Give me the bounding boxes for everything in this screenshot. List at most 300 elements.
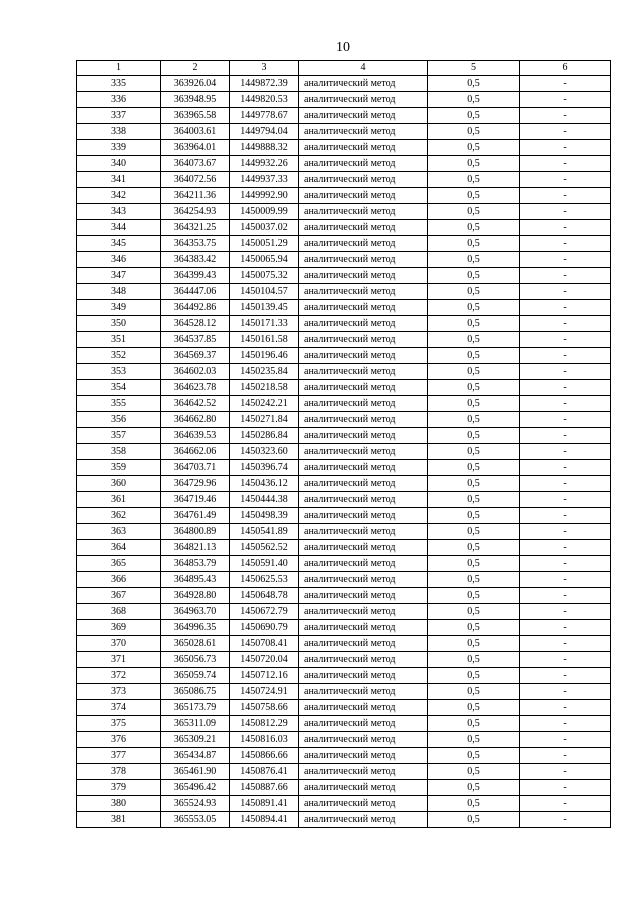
method-cell: аналитический метод [299,396,428,412]
point-number-cell: 372 [77,668,161,684]
y-coordinate-cell: 1450816.03 [230,732,299,748]
method-cell: аналитический метод [299,300,428,316]
point-number-cell: 355 [77,396,161,412]
table-row [77,364,611,380]
method-cell: аналитический метод [299,476,428,492]
note-cell: - [520,508,611,524]
method-cell: аналитический метод [299,428,428,444]
x-coordinate-cell: 364399.43 [161,268,230,284]
y-coordinate-cell: 1450171.33 [230,316,299,332]
accuracy-cell: 0,5 [428,76,520,92]
x-coordinate-cell: 364963.70 [161,604,230,620]
y-coordinate-cell: 1450541.89 [230,524,299,540]
point-number-cell: 379 [77,780,161,796]
method-cell: аналитический метод [299,732,428,748]
y-coordinate-cell: 1450037.02 [230,220,299,236]
accuracy-cell: 0,5 [428,604,520,620]
note-cell: - [520,76,611,92]
x-coordinate-cell: 364537.85 [161,332,230,348]
y-coordinate-cell: 1450672.79 [230,604,299,620]
method-cell: аналитический метод [299,652,428,668]
method-cell: аналитический метод [299,252,428,268]
method-cell: аналитический метод [299,412,428,428]
table-row [77,172,611,188]
accuracy-cell: 0,5 [428,140,520,156]
method-cell: аналитический метод [299,108,428,124]
column-header-5: 5 [428,61,520,76]
accuracy-cell: 0,5 [428,732,520,748]
point-number-cell: 377 [77,748,161,764]
accuracy-cell: 0,5 [428,476,520,492]
point-number-cell: 367 [77,588,161,604]
accuracy-cell: 0,5 [428,364,520,380]
table-row [77,236,611,252]
accuracy-cell: 0,5 [428,108,520,124]
y-coordinate-cell: 1450139.45 [230,300,299,316]
point-number-cell: 354 [77,380,161,396]
point-number-cell: 342 [77,188,161,204]
column-header-3: 3 [230,61,299,76]
accuracy-cell: 0,5 [428,188,520,204]
accuracy-cell: 0,5 [428,460,520,476]
y-coordinate-cell: 1450444.38 [230,492,299,508]
method-cell: аналитический метод [299,716,428,732]
method-cell: аналитический метод [299,572,428,588]
accuracy-cell: 0,5 [428,252,520,268]
y-coordinate-cell: 1450876.41 [230,764,299,780]
note-cell: - [520,588,611,604]
accuracy-cell: 0,5 [428,220,520,236]
accuracy-cell: 0,5 [428,636,520,652]
y-coordinate-cell: 1450891.41 [230,796,299,812]
accuracy-cell: 0,5 [428,172,520,188]
accuracy-cell: 0,5 [428,300,520,316]
table-row [77,716,611,732]
point-number-cell: 347 [77,268,161,284]
note-cell: - [520,332,611,348]
x-coordinate-cell: 363926.04 [161,76,230,92]
point-number-cell: 362 [77,508,161,524]
note-cell: - [520,92,611,108]
method-cell: аналитический метод [299,812,428,828]
table-row [77,620,611,636]
y-coordinate-cell: 1450161.58 [230,332,299,348]
method-cell: аналитический метод [299,556,428,572]
x-coordinate-cell: 364800.89 [161,524,230,540]
note-cell: - [520,364,611,380]
x-coordinate-cell: 363948.95 [161,92,230,108]
method-cell: аналитический метод [299,492,428,508]
y-coordinate-cell: 1449932.26 [230,156,299,172]
table-row [77,332,611,348]
table-row [77,684,611,700]
accuracy-cell: 0,5 [428,556,520,572]
note-cell: - [520,300,611,316]
note-cell: - [520,172,611,188]
y-coordinate-cell: 1450625.53 [230,572,299,588]
point-number-cell: 366 [77,572,161,588]
point-number-cell: 349 [77,300,161,316]
x-coordinate-cell: 365056.73 [161,652,230,668]
table-row [77,396,611,412]
point-number-cell: 340 [77,156,161,172]
x-coordinate-cell: 365461.90 [161,764,230,780]
note-cell: - [520,780,611,796]
table-row [77,540,611,556]
point-number-cell: 376 [77,732,161,748]
note-cell: - [520,796,611,812]
point-number-cell: 370 [77,636,161,652]
table-row [77,604,611,620]
accuracy-cell: 0,5 [428,620,520,636]
point-number-cell: 335 [77,76,161,92]
method-cell: аналитический метод [299,380,428,396]
accuracy-cell: 0,5 [428,124,520,140]
accuracy-cell: 0,5 [428,284,520,300]
y-coordinate-cell: 1450724.91 [230,684,299,700]
x-coordinate-cell: 365311.09 [161,716,230,732]
x-coordinate-cell: 363964.01 [161,140,230,156]
method-cell: аналитический метод [299,460,428,476]
method-cell: аналитический метод [299,604,428,620]
point-number-cell: 357 [77,428,161,444]
table-row [77,124,611,140]
note-cell: - [520,268,611,284]
table-row [77,300,611,316]
note-cell: - [520,460,611,476]
accuracy-cell: 0,5 [428,572,520,588]
accuracy-cell: 0,5 [428,764,520,780]
x-coordinate-cell: 364719.46 [161,492,230,508]
point-number-cell: 358 [77,444,161,460]
table-row [77,252,611,268]
accuracy-cell: 0,5 [428,668,520,684]
accuracy-cell: 0,5 [428,92,520,108]
table-row [77,188,611,204]
y-coordinate-cell: 1449937.33 [230,172,299,188]
x-coordinate-cell: 365059.74 [161,668,230,684]
accuracy-cell: 0,5 [428,492,520,508]
point-number-cell: 373 [77,684,161,700]
table-row [77,492,611,508]
accuracy-cell: 0,5 [428,380,520,396]
y-coordinate-cell: 1450648.78 [230,588,299,604]
method-cell: аналитический метод [299,348,428,364]
y-coordinate-cell: 1450812.29 [230,716,299,732]
note-cell: - [520,220,611,236]
x-coordinate-cell: 364853.79 [161,556,230,572]
table-row [77,780,611,796]
note-cell: - [520,748,611,764]
accuracy-cell: 0,5 [428,684,520,700]
table-row [77,556,611,572]
y-coordinate-cell: 1449992.90 [230,188,299,204]
method-cell: аналитический метод [299,204,428,220]
x-coordinate-cell: 364623.78 [161,380,230,396]
accuracy-cell: 0,5 [428,524,520,540]
note-cell: - [520,652,611,668]
table-row [77,380,611,396]
y-coordinate-cell: 1450051.29 [230,236,299,252]
x-coordinate-cell: 364895.43 [161,572,230,588]
x-coordinate-cell: 364639.53 [161,428,230,444]
y-coordinate-cell: 1450396.74 [230,460,299,476]
table-row [77,748,611,764]
accuracy-cell: 0,5 [428,332,520,348]
column-header-2: 2 [161,61,230,76]
method-cell: аналитический метод [299,524,428,540]
x-coordinate-cell: 364072.56 [161,172,230,188]
table-row [77,636,611,652]
x-coordinate-cell: 364321.25 [161,220,230,236]
x-coordinate-cell: 365524.93 [161,796,230,812]
note-cell: - [520,396,611,412]
table-row [77,76,611,92]
x-coordinate-cell: 364662.06 [161,444,230,460]
note-cell: - [520,700,611,716]
note-cell: - [520,156,611,172]
accuracy-cell: 0,5 [428,508,520,524]
x-coordinate-cell: 364703.71 [161,460,230,476]
note-cell: - [520,316,611,332]
method-cell: аналитический метод [299,172,428,188]
method-cell: аналитический метод [299,316,428,332]
point-number-cell: 360 [77,476,161,492]
x-coordinate-cell: 364662.80 [161,412,230,428]
method-cell: аналитический метод [299,684,428,700]
note-cell: - [520,428,611,444]
x-coordinate-cell: 364003.61 [161,124,230,140]
y-coordinate-cell: 1450562.52 [230,540,299,556]
table-row [77,796,611,812]
x-coordinate-cell: 365553.05 [161,812,230,828]
coordinates-table [76,60,611,828]
table-row [77,92,611,108]
accuracy-cell: 0,5 [428,316,520,332]
method-cell: аналитический метод [299,364,428,380]
y-coordinate-cell: 1450075.32 [230,268,299,284]
method-cell: аналитический метод [299,444,428,460]
accuracy-cell: 0,5 [428,428,520,444]
accuracy-cell: 0,5 [428,204,520,220]
table-row [77,668,611,684]
point-number-cell: 375 [77,716,161,732]
page-number: 10 [336,40,350,55]
note-cell: - [520,348,611,364]
y-coordinate-cell: 1450894.41 [230,812,299,828]
note-cell: - [520,412,611,428]
method-cell: аналитический метод [299,620,428,636]
method-cell: аналитический метод [299,764,428,780]
y-coordinate-cell: 1450235.84 [230,364,299,380]
table-row [77,268,611,284]
table-row [77,524,611,540]
accuracy-cell: 0,5 [428,748,520,764]
accuracy-cell: 0,5 [428,796,520,812]
accuracy-cell: 0,5 [428,780,520,796]
point-number-cell: 380 [77,796,161,812]
point-number-cell: 369 [77,620,161,636]
y-coordinate-cell: 1449888.32 [230,140,299,156]
method-cell: аналитический метод [299,588,428,604]
y-coordinate-cell: 1450104.57 [230,284,299,300]
point-number-cell: 336 [77,92,161,108]
x-coordinate-cell: 364996.35 [161,620,230,636]
note-cell: - [520,812,611,828]
point-number-cell: 344 [77,220,161,236]
y-coordinate-cell: 1449794.04 [230,124,299,140]
table-row [77,764,611,780]
accuracy-cell: 0,5 [428,412,520,428]
x-coordinate-cell: 364073.67 [161,156,230,172]
x-coordinate-cell: 365434.87 [161,748,230,764]
point-number-cell: 368 [77,604,161,620]
point-number-cell: 374 [77,700,161,716]
column-header-4: 4 [299,61,428,76]
note-cell: - [520,236,611,252]
accuracy-cell: 0,5 [428,268,520,284]
accuracy-cell: 0,5 [428,396,520,412]
point-number-cell: 381 [77,812,161,828]
x-coordinate-cell: 364821.13 [161,540,230,556]
accuracy-cell: 0,5 [428,348,520,364]
point-number-cell: 337 [77,108,161,124]
x-coordinate-cell: 364383.42 [161,252,230,268]
y-coordinate-cell: 1450498.39 [230,508,299,524]
x-coordinate-cell: 365028.61 [161,636,230,652]
note-cell: - [520,556,611,572]
method-cell: аналитический метод [299,748,428,764]
table-header-row [77,61,611,76]
point-number-cell: 339 [77,140,161,156]
note-cell: - [520,252,611,268]
note-cell: - [520,188,611,204]
x-coordinate-cell: 364353.75 [161,236,230,252]
y-coordinate-cell: 1450866.66 [230,748,299,764]
method-cell: аналитический метод [299,188,428,204]
x-coordinate-cell: 364254.93 [161,204,230,220]
point-number-cell: 378 [77,764,161,780]
note-cell: - [520,540,611,556]
note-cell: - [520,716,611,732]
x-coordinate-cell: 363965.58 [161,108,230,124]
table-row [77,572,611,588]
note-cell: - [520,572,611,588]
table-row [77,140,611,156]
note-cell: - [520,620,611,636]
y-coordinate-cell: 1450712.16 [230,668,299,684]
method-cell: аналитический метод [299,76,428,92]
note-cell: - [520,492,611,508]
point-number-cell: 350 [77,316,161,332]
method-cell: аналитический метод [299,156,428,172]
y-coordinate-cell: 1450436.12 [230,476,299,492]
y-coordinate-cell: 1450720.04 [230,652,299,668]
method-cell: аналитический метод [299,332,428,348]
method-cell: аналитический метод [299,636,428,652]
point-number-cell: 353 [77,364,161,380]
point-number-cell: 338 [77,124,161,140]
table-row [77,348,611,364]
point-number-cell: 348 [77,284,161,300]
y-coordinate-cell: 1449820.53 [230,92,299,108]
x-coordinate-cell: 365496.42 [161,780,230,796]
note-cell: - [520,140,611,156]
point-number-cell: 343 [77,204,161,220]
note-cell: - [520,524,611,540]
x-coordinate-cell: 365086.75 [161,684,230,700]
x-coordinate-cell: 364928.80 [161,588,230,604]
y-coordinate-cell: 1450758.66 [230,700,299,716]
x-coordinate-cell: 364602.03 [161,364,230,380]
accuracy-cell: 0,5 [428,812,520,828]
method-cell: аналитический метод [299,236,428,252]
y-coordinate-cell: 1450009.99 [230,204,299,220]
method-cell: аналитический метод [299,540,428,556]
point-number-cell: 359 [77,460,161,476]
method-cell: аналитический метод [299,124,428,140]
x-coordinate-cell: 364761.49 [161,508,230,524]
x-coordinate-cell: 364447.06 [161,284,230,300]
note-cell: - [520,284,611,300]
point-number-cell: 341 [77,172,161,188]
x-coordinate-cell: 364528.12 [161,316,230,332]
note-cell: - [520,636,611,652]
table-row [77,316,611,332]
x-coordinate-cell: 364211.36 [161,188,230,204]
point-number-cell: 351 [77,332,161,348]
table-row [77,444,611,460]
column-header-6: 6 [520,61,611,76]
y-coordinate-cell: 1450242.21 [230,396,299,412]
y-coordinate-cell: 1449778.67 [230,108,299,124]
note-cell: - [520,668,611,684]
note-cell: - [520,732,611,748]
method-cell: аналитический метод [299,220,428,236]
method-cell: аналитический метод [299,140,428,156]
column-header-1: 1 [77,61,161,76]
y-coordinate-cell: 1450218.58 [230,380,299,396]
y-coordinate-cell: 1450591.40 [230,556,299,572]
x-coordinate-cell: 364569.37 [161,348,230,364]
y-coordinate-cell: 1450708.41 [230,636,299,652]
table-row [77,476,611,492]
y-coordinate-cell: 1450286.84 [230,428,299,444]
method-cell: аналитический метод [299,92,428,108]
table-row [77,156,611,172]
note-cell: - [520,444,611,460]
y-coordinate-cell: 1450887.66 [230,780,299,796]
note-cell: - [520,604,611,620]
y-coordinate-cell: 1450323.60 [230,444,299,460]
accuracy-cell: 0,5 [428,156,520,172]
note-cell: - [520,476,611,492]
x-coordinate-cell: 364492.86 [161,300,230,316]
point-number-cell: 365 [77,556,161,572]
note-cell: - [520,764,611,780]
table-row [77,700,611,716]
method-cell: аналитический метод [299,284,428,300]
x-coordinate-cell: 365309.21 [161,732,230,748]
table-row [77,812,611,828]
note-cell: - [520,204,611,220]
note-cell: - [520,380,611,396]
accuracy-cell: 0,5 [428,540,520,556]
table-row [77,220,611,236]
y-coordinate-cell: 1450690.79 [230,620,299,636]
point-number-cell: 345 [77,236,161,252]
point-number-cell: 363 [77,524,161,540]
